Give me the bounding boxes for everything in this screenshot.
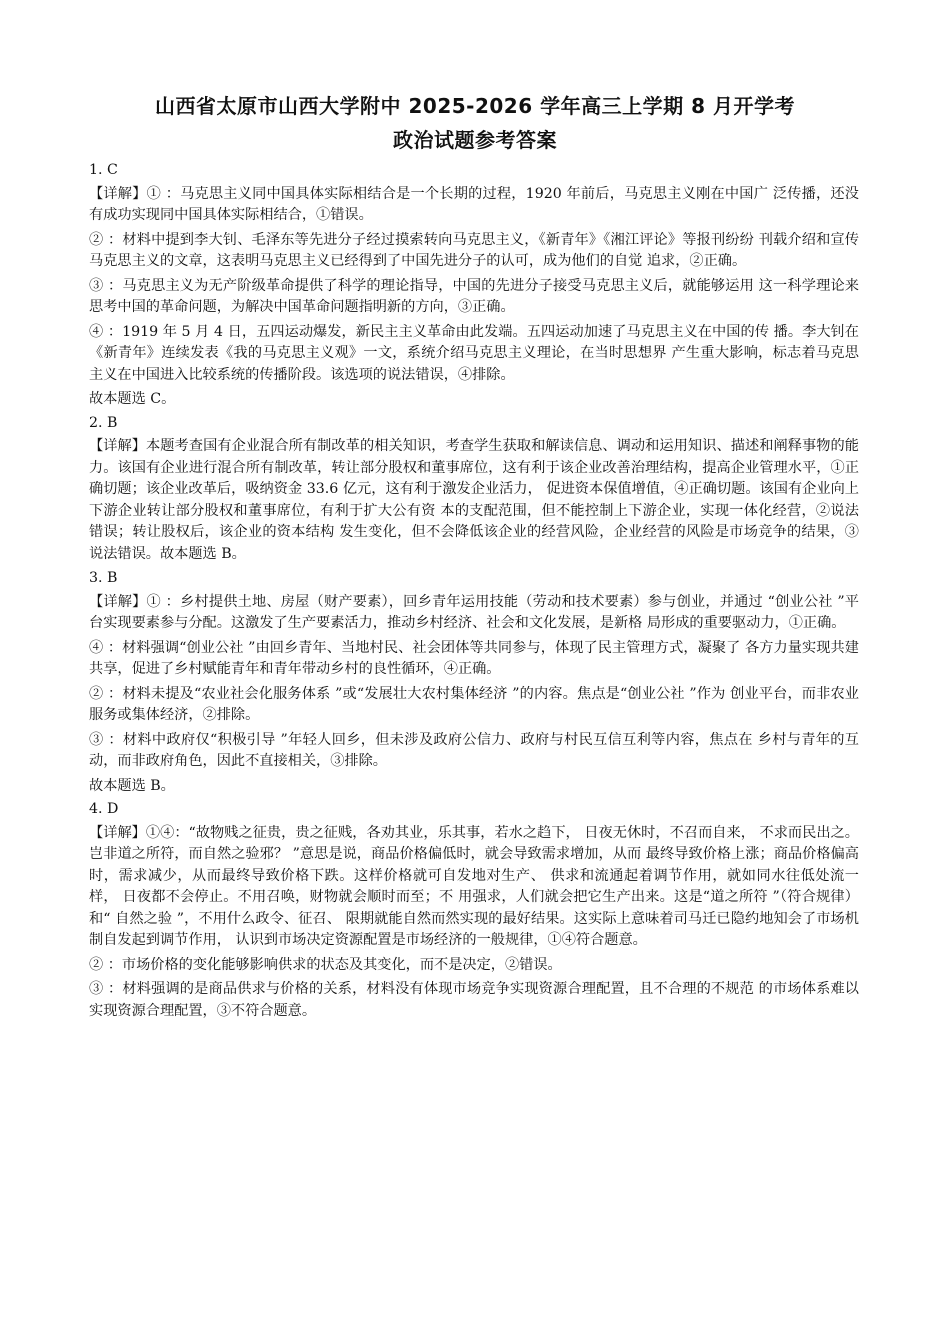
- question-1-explanation: 【详解】① ：马克思主义同中国具体实际相结合是一个长期的过程，1920 年前后，马克思主义刚在中国广 泛传播，还没有成功实现同中国具体实际相结合，①错误。: [89, 185, 859, 223]
- question-1-conclusion: 故本题选 C。: [89, 391, 176, 407]
- question-3-number: 3. B: [89, 570, 118, 586]
- document-subtitle: 政治试题参考答案: [393, 128, 557, 152]
- question-3-point-3: ③ ：材料中政府仅“积极引导 ”年轻人回乡，但未涉及政府公信力、政府与村民互信互利等内容，焦点在 乡村与青年的互动，而非政府角色，因此不直接相关，③排除。: [89, 731, 859, 769]
- answer-content: [89, 160, 859, 1025]
- question-4-explanation: 【详解】①④：“故物贱之征贵，贵之征贱，各劝其业，乐其事，若水之趋下， 日夜无休时，不召而自来， 不求而民出之。 岂非道之所符，而自然之验邪？ ”意思是说，商品价格偏低时，就会导致需求增加，从而 最终导致价格上涨；商品价格偏高时，需求减少，从而最终导致价格下跌。这样价格就可自发地对生产、 供求和流通起着调节作用，就如同水往低处流一样， 日夜都不会停止。不用召唤，财物就会顺时而至；不 用强求，人们就会把它生产出来。这是“道之所符 ”（符合规律）和“ 自然之验 ”，不用什么政令、征召、 限期就能自然而然实现的最好结果。这实际上意味着司马迁已隐约地知会了市场机制自发起到调节作用， 认识到市场决定资源配置是市场经济的一般规律，①④符合题意。: [89, 824, 859, 948]
- question-1-point-2: ② ：材料中提到李大钊、毛泽东等先进分子经过摸索转向马克思主义，《新青年》《湘江评论》等报刊纷纷 刊载介绍和宣传马克思主义的文章，这表明马克思主义已经得到了中国先进分子的认可，成为他们的自觉 追求，②正确。: [89, 231, 859, 269]
- question-1-point-3: ③ ：马克思主义为无产阶级革命提供了科学的理论指导，中国的先进分子接受马克思主义后，就能够运用 这一科学理论来思考中国的革命问题，为解决中国革命问题指明新的方向，③正确。: [89, 277, 859, 315]
- question-3-explanation: 【详解】① ：乡村提供土地、房屋（财产要素），回乡青年运用技能（劳动和技术要素）参与创业，并通过 “创业公社 ”平台实现要素参与分配。这激发了生产要素活力，推动乡村经济、社会和文化发展，是新格 局形成的重要驱动力，①正确。: [89, 593, 859, 631]
- question-1-point-4: ④ ：1919 年 5 月 4 日，五四运动爆发，新民主主义革命由此发端。五四运动加速了马克思主义在中国的传 播。李大钊在《新青年》连续发表《我的马克思主义观》一文，系统介绍马克思主义理论，在当时思想界 产生重大影响，标志着马克思主义在中国进入比较系统的传播阶段。该选项的说法错误，④排除。: [89, 323, 859, 383]
- document-title: 山西省太原市山西大学附中 2025-2026 学年高三上学期 8 月开学考: [155, 94, 795, 118]
- question-2-explanation: 【详解】本题考查国有企业混合所有制改革的相关知识，考查学生获取和解读信息、调动和运用知识、描述和阐释事物的能力。该国有企业进行混合所有制改革，转让部分股权和董事席位，这有利于该企业改善治理结构，提高企业管理水平，①正确切题；该企业改革后，吸纳资金 33.6 亿元，这有利于激发企业活力， 促进资本保值增值，④正确切题。该国有企业向上下游企业转让部分股权和董事席位，有利于扩大公有资 本的支配范围，但不能控制上下游企业，实现一体化经营，②说法错误；转让股权后，该企业的资本结构 发生变化，但不会降低该企业的经营风险，企业经营的风险是市场竞争的结果，③说法错误。故本题选 B。: [89, 438, 859, 562]
- question-3-point-2: ② ：材料未提及“农业社会化服务体系 ”或“发展壮大农村集体经济 ”的内容。焦点是“创业公社 ”作为 创业平台，而非农业服务或集体经济，②排除。: [89, 685, 859, 723]
- question-4-number: 4. D: [89, 801, 119, 817]
- question-4-point-2: ② ：市场价格的变化能够影响供求的状态及其变化，而不是决定，②错误。: [89, 956, 562, 973]
- question-1-number: 1. C: [89, 162, 118, 178]
- question-3-point-4: ④ ：材料强调“创业公社 ”由回乡青年、当地村民、社会团体等共同参与，体现了民主管理方式，凝聚了 各方力量实现共建共享，促进了乡村赋能青年和青年带动乡村的良性循环，④正确。: [89, 639, 859, 677]
- question-3-conclusion: 故本题选 B。: [89, 777, 175, 794]
- question-2-number: 2. B: [89, 414, 118, 431]
- question-4-point-3: ③ ：材料强调的是商品供求与价格的关系，材料没有体现市场竞争实现资源合理配置，且不合理的不规范 的市场体系难以实现资源合理配置，③不符合题意。: [89, 981, 859, 1019]
